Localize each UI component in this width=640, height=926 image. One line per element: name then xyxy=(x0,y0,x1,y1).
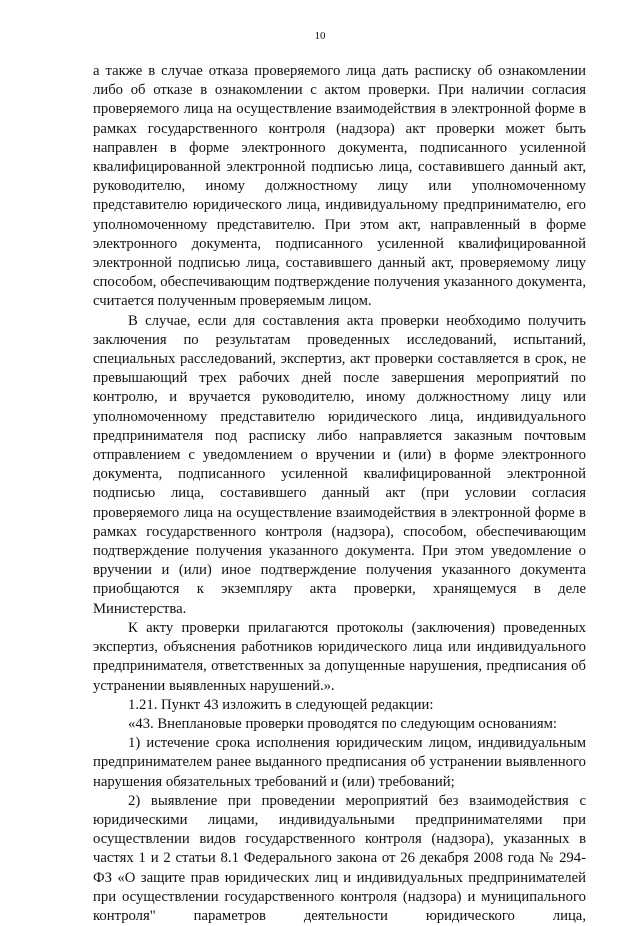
paragraph-act-after-expertise: В случае, если для составления акта проверки необходимо получить заключения по результатам проведенных исследований, испытаний, специальных расследований, экспертиз, акт проверки составляется в срок, не превышающий трех рабочих дней после завершения мероприятий по контролю, и вручается руководителю, иному должностному лицу или уполномоченному представителю юридического лица, индивидуального предпринимателя под расписку либо направляется заказным почтовым отправлением с уведомлением о вручении и (или) в форме электронного документа, подписанного усиленной квалифицированной электронной подписью лица, составившего данный акт (при условии согласия проверяемого лица на осуществление взаимодействия в электронной форме в рамках государственного контроля (надзора), способом, обеспечивающим подтверждение получения указанного документа. При этом уведомление о вручении и (или) иное подтверждение получения указанного документа приобщаются к экземпляру акта проверки, хранящемуся в деле Министерства. xyxy=(93,312,586,617)
page-number: 10 xyxy=(314,30,326,42)
paragraph-ground-2: 2) выявление при проведении мероприятий без взаимодействия с юридическими лицами, индивидуальными предпринимателями при осуществлении видов государственного контроля (надзора), указанных в частях 1 и 2 статьи 8.1 Федерального закона от 26 декабря 2008 года № 294-ФЗ «О защите прав юридических лиц и индивидуальных предпринимателей при осуществлении государственного контроля (надзора) и муниципального контроля" параметров деятельности юридического лица, xyxy=(93,792,586,924)
paragraph-item-43-intro: «43. Внеплановые проверки проводятся по следующим основаниям: xyxy=(128,715,557,732)
paragraph-act-attachments: К акту проверки прилагаются протоколы (заключения) проведенных экспертиз, объяснения работников юридического лица или индивидуального предпринимателя, ответственных за допущенные нарушения, предписания об устранении выявленных нарушений.». xyxy=(93,619,586,694)
document-body xyxy=(93,62,586,926)
paragraph-act-delivery-electronic: а также в случае отказа проверяемого лица дать расписку об ознакомлении либо об отказе в ознакомлении с актом проверки. При наличии согласия проверяемого лица на осуществление взаимодействия в электронной форме в рамках государственного контроля (надзора) акт проверки может быть направлен в форме электронного документа, подписанного усиленной квалифицированной электронной подписью лица, составившего данный акт, руководителю, иному должностному лицу или уполномоченному представителю юридического лица, индивидуальному предпринимателю, его уполномоченному представителю. При этом акт, направленный в форме электронного документа, подписанного усиленной квалифицированной электронной подписью лица, составившего данный акт, проверяемому лицу способом, обеспечивающим подтверждение получения указанного документа, считается полученным проверяемым лицом. xyxy=(93,63,586,310)
paragraph-ground-1: 1) истечение срока исполнения юридическим лицом, индивидуальным предпринимателем ранее выданного предписания об устранении выявленного нарушения обязательных требований и (или) требований; xyxy=(93,735,586,790)
paragraph-item-1-21: 1.21. Пункт 43 изложить в следующей редакции: xyxy=(128,696,434,713)
